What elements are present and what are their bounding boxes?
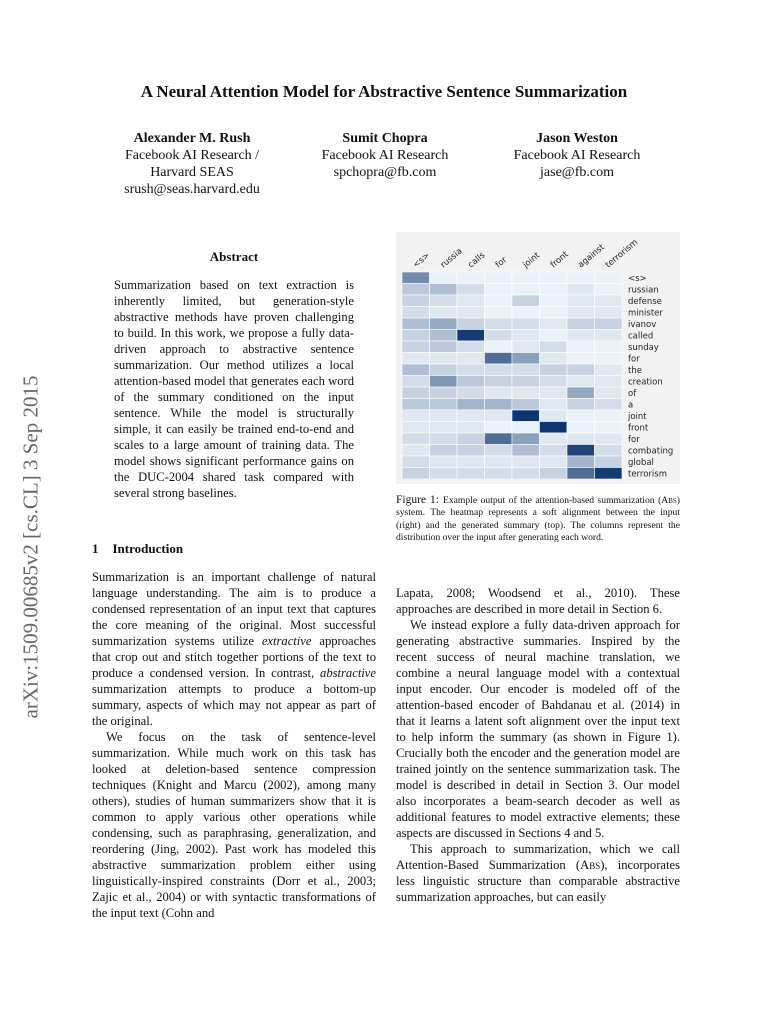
heatmap-cell <box>512 387 540 399</box>
heatmap-cell <box>540 399 568 411</box>
heatmap-cell <box>540 433 568 445</box>
y-tick-label: creation <box>628 377 663 388</box>
intro-paragraph-4: We instead explore a fully data-driven approach for generating abstractive summaries. Inspired by the recent success of neural machine translation, we combine a neural language model with a contextual input encoder. Our encoder is modeled off of the attention-based encoder of Bahdanau et al. (2014) in that it learns a latent soft alignment over the input text to help inform the summary (as shown in Figure 1). Crucially both the encoder and the generation model are trained jointly on the sentence summarization task. The model is described in detail in Section 3. Our model also incorporates a beam-search decoder as well as additional features to model extractive elements; these aspects are discussed in Sections 4 and 5. <box>396 618 680 840</box>
heatmap-cell <box>567 456 595 468</box>
intro-paragraph-5: This approach to summarization, which we call Attention-Based Summarization (Abs), incorporates less linguistic structure than comparable abstractive summarization approaches, but can easily <box>396 842 680 904</box>
heatmap-cell <box>402 284 430 296</box>
heatmap-cell <box>567 295 595 307</box>
heatmap-cell <box>512 376 540 388</box>
heatmap-cell <box>512 468 540 480</box>
heatmap-cell <box>485 284 513 296</box>
x-tick-label: joint <box>521 250 542 271</box>
section-title: Introduction <box>112 541 184 556</box>
heatmap-cell <box>402 433 430 445</box>
y-tick-label: joint <box>628 412 647 422</box>
author-name: Jason Weston <box>536 131 618 146</box>
heatmap-cell <box>485 422 513 434</box>
heatmap-cell <box>540 353 568 365</box>
heatmap-cell <box>540 330 568 342</box>
heatmap-cell <box>430 284 458 296</box>
heatmap-cell <box>402 295 430 307</box>
heatmap-cell <box>595 353 623 365</box>
paper-title: A Neural Attention Model for Abstractive Sentence Summarization <box>140 82 628 101</box>
heatmap-cell <box>457 410 485 422</box>
author-affiliation: Facebook AI Research <box>321 148 449 163</box>
author-affiliation: Facebook AI Research <box>513 148 641 163</box>
heatmap-cell <box>485 364 513 376</box>
heatmap-cell <box>512 422 540 434</box>
heatmap-cell <box>402 468 430 480</box>
arxiv-stamp-text: arXiv:1509.00685v2 [cs.CL] 3 Sep 2015 <box>18 375 43 719</box>
heatmap-cell <box>485 318 513 330</box>
heatmap-cell <box>402 376 430 388</box>
intro-left-column <box>92 569 376 921</box>
heatmap-cell <box>457 433 485 445</box>
heatmap-cell <box>595 341 623 353</box>
author-email: jase@fb.com <box>540 165 614 180</box>
heatmap-cell <box>485 307 513 319</box>
y-tick-label: ivanov <box>628 320 657 330</box>
heatmap-cell <box>485 410 513 422</box>
y-tick-label: called <box>628 331 654 342</box>
heatmap-cell <box>457 445 485 457</box>
heatmap-cell <box>540 307 568 319</box>
heatmap-cell <box>457 399 485 411</box>
heatmap-cell <box>430 445 458 457</box>
heatmap-cell <box>567 341 595 353</box>
heatmap-cell <box>595 399 623 411</box>
heatmap-cell <box>512 272 540 284</box>
heatmap-cell <box>540 318 568 330</box>
intro-paragraph-3: Lapata, 2008; Woodsend et al., 2010). These approaches are described in more detail in Section 6. <box>396 586 680 616</box>
heatmap-cell <box>430 456 458 468</box>
heatmap-cell <box>457 353 485 365</box>
heatmap-cell <box>595 422 623 434</box>
author-affiliation-2: Harvard SEAS <box>150 165 234 180</box>
heatmap-cell <box>567 422 595 434</box>
heatmap-cell <box>485 387 513 399</box>
heatmap-cell <box>430 295 458 307</box>
abstract-paragraph: Summarization based on text extraction is inherently limited, but generation-style abstractive methods have proven challenging to build. In this work, we propose a fully data-driven approach to abstractive sentence summarization. Our method utilizes a local attention-based model that generates each word of the summary conditioned on the input sentence. While the model is structurally simple, it can easily be trained end-to-end and scales to a large amount of training data. The model shows significant performance gains on the DUC-2004 shared task compared with several strong baselines. <box>114 278 354 500</box>
heatmap-cell <box>567 330 595 342</box>
heatmap-cell <box>595 330 623 342</box>
heatmap-cell <box>567 272 595 284</box>
heatmap-cell <box>567 353 595 365</box>
heatmap-cell <box>485 330 513 342</box>
heatmap-cell <box>402 353 430 365</box>
heatmap-cell <box>430 353 458 365</box>
heatmap-cell <box>457 422 485 434</box>
heatmap-cell <box>540 422 568 434</box>
heatmap-cell <box>457 295 485 307</box>
heatmap-cell <box>485 295 513 307</box>
heatmap-cell <box>485 353 513 365</box>
x-tick-label: <s> <box>411 250 432 271</box>
heatmap-cell <box>595 307 623 319</box>
x-tick-label: russia <box>438 246 465 271</box>
heatmap-cell <box>430 318 458 330</box>
heatmap-cell <box>430 376 458 388</box>
heatmap-cell <box>540 387 568 399</box>
heatmap-cell <box>457 284 485 296</box>
y-tick-label: russian <box>628 285 659 296</box>
intro-paragraph-1: Summarization is an important challenge of natural language understanding. The aim is to produce a condensed representation of an input text that captures the core meaning of the original. Most successful summarization systems utilize extractive approaches that crop out and stitch together portions of the text to produce a condensed version. In contrast, abstractive summarization attempts to produce a bottom-up summary, aspects of which may not appear as part of the original. <box>92 570 376 728</box>
section-heading <box>92 541 197 557</box>
heatmap-cell <box>457 376 485 388</box>
heatmap-cell <box>595 445 623 457</box>
heatmap-cell <box>567 284 595 296</box>
intro-paragraph-2: We focus on the task of sentence-level summarization. While much work on this task has looked at deletion-based sentence compression techniques (Knight and Marcu (2002), among many others), studies of human summarizers show that it is common to apply various other operations while condensing, such as paraphrasing, generalization, and reordering (Jing, 2002). Past work has modeled this abstractive summarization problem either using linguistically-inspired constraints (Dorr et al., 2003; Zajic et al., 2004) or with syntactic transformations of the input text (Cohn and <box>92 730 376 920</box>
heatmap-cell <box>512 410 540 422</box>
y-tick-label: front <box>628 423 649 434</box>
heatmap-cell <box>430 387 458 399</box>
heatmap-cell <box>540 445 568 457</box>
heatmap-cell <box>402 272 430 284</box>
heatmap-cell <box>512 364 540 376</box>
heatmap-cell <box>402 330 430 342</box>
heatmap-cell <box>595 364 623 376</box>
heatmap-cell <box>430 330 458 342</box>
heatmap-cell <box>457 307 485 319</box>
figure-1-heatmap <box>396 232 680 484</box>
heatmap-cell <box>430 341 458 353</box>
heatmap-cell <box>567 376 595 388</box>
heatmap-cell <box>485 456 513 468</box>
heatmap-cell <box>540 295 568 307</box>
abstract-heading: Abstract <box>209 249 259 264</box>
author-name: Sumit Chopra <box>342 131 428 146</box>
heatmap-cell <box>512 295 540 307</box>
x-tick-label: calls <box>466 250 488 271</box>
heatmap-cell <box>402 456 430 468</box>
heatmap-cell <box>540 376 568 388</box>
y-tick-label: minister <box>628 308 663 319</box>
x-tick-label: against <box>576 242 607 271</box>
heatmap-cell <box>485 445 513 457</box>
heatmap-cell <box>485 433 513 445</box>
heatmap-cell <box>485 376 513 388</box>
y-tick-label: for <box>628 435 640 445</box>
author-name: Alexander M. Rush <box>133 131 251 146</box>
heatmap-cell <box>512 353 540 365</box>
heatmap-cell <box>567 445 595 457</box>
heatmap-cell <box>457 387 485 399</box>
heatmap-cell <box>512 341 540 353</box>
heatmap-cell <box>485 399 513 411</box>
emphasis-extractive: extractive <box>261 634 312 648</box>
intro-right-column <box>396 585 680 905</box>
heatmap-cell <box>512 307 540 319</box>
heatmap-cell <box>595 387 623 399</box>
heatmap-cell <box>595 272 623 284</box>
heatmap-cell <box>540 468 568 480</box>
heatmap-cell <box>567 399 595 411</box>
heatmap-cell <box>430 468 458 480</box>
arxiv-stamp <box>14 332 48 762</box>
heatmap-cell <box>567 307 595 319</box>
attention-heatmap <box>396 232 680 484</box>
heatmap-cell <box>512 456 540 468</box>
heatmap-cell <box>430 307 458 319</box>
y-tick-label: for <box>628 354 640 365</box>
author-block-1 <box>92 130 292 198</box>
heatmap-cell <box>402 422 430 434</box>
heatmap-cell <box>512 318 540 330</box>
heatmap-cell <box>512 433 540 445</box>
heatmap-cell <box>402 307 430 319</box>
heatmap-cell <box>540 272 568 284</box>
y-tick-label: of <box>628 389 637 399</box>
heatmap-cell <box>457 341 485 353</box>
heatmap-cell <box>402 318 430 330</box>
heatmap-cell <box>457 330 485 342</box>
x-tick-label: terrorism <box>603 237 641 271</box>
heatmap-cell <box>512 399 540 411</box>
y-tick-label: combating <box>628 446 674 457</box>
heatmap-cell <box>402 410 430 422</box>
section-number: 1 <box>92 541 99 556</box>
heatmap-cell <box>512 284 540 296</box>
heatmap-cell <box>595 376 623 388</box>
x-tick-label: for <box>493 255 510 271</box>
heatmap-cell <box>457 456 485 468</box>
heatmap-cell <box>457 364 485 376</box>
heatmap-cell <box>567 468 595 480</box>
y-tick-label: defense <box>628 297 662 307</box>
y-tick-label: global <box>628 458 654 468</box>
heatmap-cell <box>485 272 513 284</box>
heatmap-cell <box>512 445 540 457</box>
heatmap-cell <box>430 422 458 434</box>
heatmap-cell <box>457 318 485 330</box>
author-email: spchopra@fb.com <box>333 165 437 180</box>
heatmap-cell <box>485 341 513 353</box>
author-block-2 <box>285 130 485 181</box>
heatmap-cell <box>402 399 430 411</box>
heatmap-cell <box>595 284 623 296</box>
heatmap-cell <box>595 468 623 480</box>
abstract-text <box>114 277 354 501</box>
heatmap-cell <box>595 295 623 307</box>
author-email: srush@seas.harvard.edu <box>124 182 260 197</box>
heatmap-cell <box>595 456 623 468</box>
heatmap-cell <box>402 364 430 376</box>
heatmap-cell <box>402 445 430 457</box>
heatmap-cell <box>567 318 595 330</box>
heatmap-cell <box>595 318 623 330</box>
heatmap-cell <box>567 433 595 445</box>
emphasis-abstractive: abstractive <box>320 666 376 680</box>
heatmap-cell <box>540 364 568 376</box>
abs-acronym: Abs <box>580 858 601 872</box>
heatmap-cell <box>430 410 458 422</box>
x-tick-label: front <box>548 249 571 271</box>
figure-label: Figure 1: <box>396 494 439 506</box>
heatmap-cell <box>567 387 595 399</box>
heatmap-cell <box>595 410 623 422</box>
heatmap-cell <box>457 272 485 284</box>
heatmap-cell <box>430 433 458 445</box>
heatmap-cell <box>430 272 458 284</box>
heatmap-cell <box>567 364 595 376</box>
figure-1-caption: Figure 1: Example output of the attention-based summarization (Abs) system. The heatmap represents a soft alignment between the input (right) and the generated summary (top). The columns represent the distribution over the input after generating each word. <box>396 494 680 543</box>
y-tick-label: a <box>628 400 634 411</box>
y-tick-label: terrorism <box>628 469 667 480</box>
heatmap-cell <box>540 284 568 296</box>
heatmap-cell <box>540 410 568 422</box>
heatmap-cell <box>595 433 623 445</box>
heatmap-cell <box>457 468 485 480</box>
author-affiliation: Facebook AI Research / <box>124 148 260 163</box>
heatmap-cell <box>430 399 458 411</box>
y-tick-label: sunday <box>628 343 659 353</box>
y-tick-label: the <box>628 366 642 376</box>
heatmap-cell <box>485 468 513 480</box>
heatmap-cell <box>567 410 595 422</box>
heatmap-cell <box>402 387 430 399</box>
heatmap-cell <box>402 341 430 353</box>
heatmap-cell <box>430 364 458 376</box>
heatmap-cell <box>540 341 568 353</box>
heatmap-cell <box>540 456 568 468</box>
y-tick-label: <s> <box>628 274 647 284</box>
author-block-3 <box>477 130 677 181</box>
heatmap-cell <box>512 330 540 342</box>
